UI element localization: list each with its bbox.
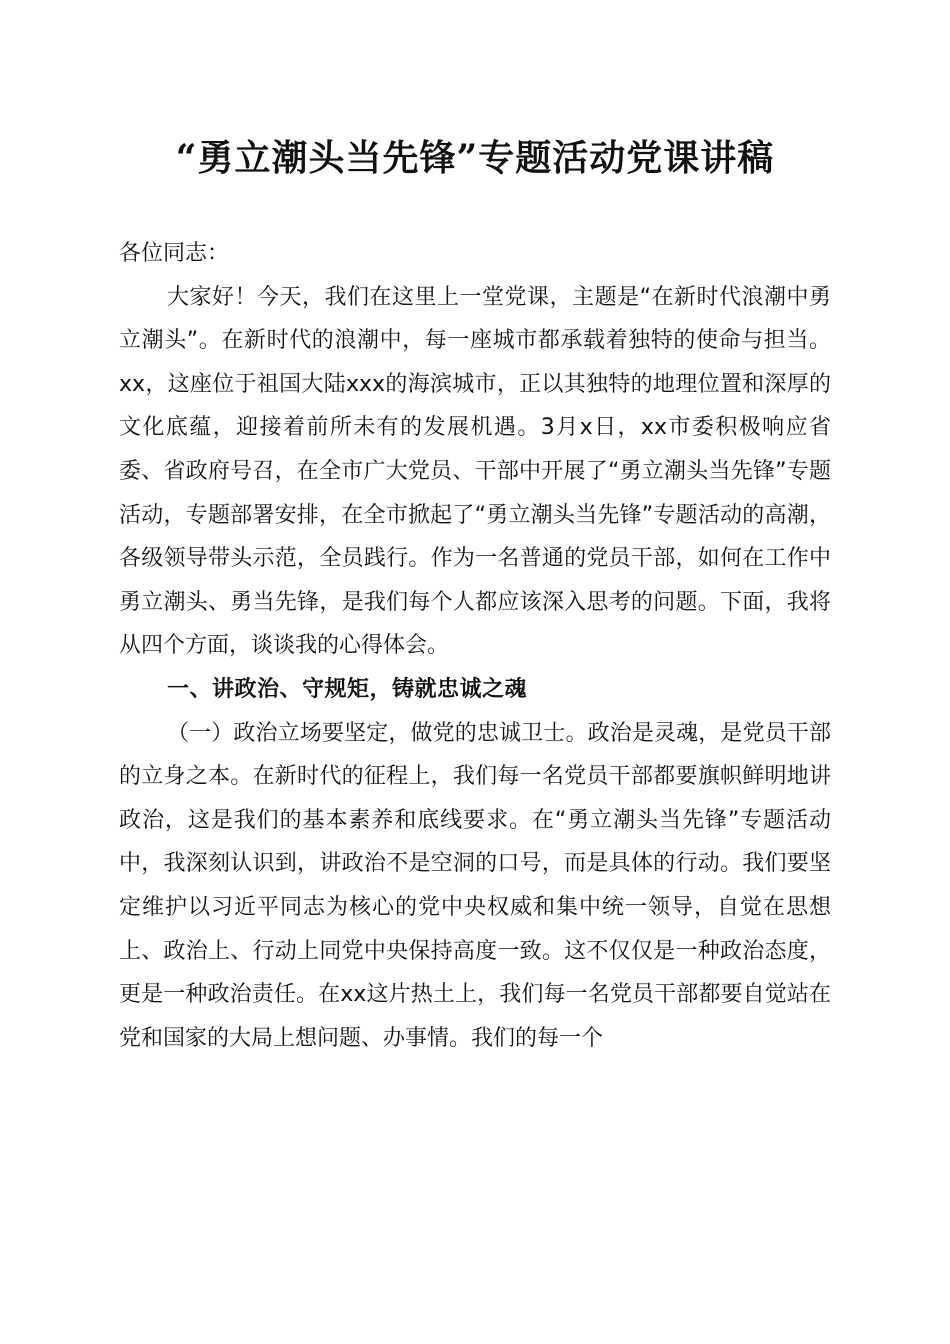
salutation: 各位同志： bbox=[119, 241, 230, 266]
intro-paragraph: 大家好！今天，我们在这里上一堂党课，主题是“在新时代浪潮中勇立潮头”。在新时代的浪潮中，每一座城市都承载着独特的使命与担当。xx，这座位于祖国大陆xxx的海滨城市，正以其独特的地理位置和深厚的文化底蕴，迎接着前所未有的发展机遇。3月x日，xx市委积极响应省委、省政府号召，在全市广大党员、干部中开展了“勇立潮头当先锋”专题活动，专题部署安排，在全市掀起了“勇立潮头当先锋”专题活动的高潮，各级领导带头示范，全员践行。作为一名普通的党员干部，如何在工作中勇立潮头、勇当先锋，是我们每个人都应该深入思考的问题。下面，我将从四个方面，谈谈我的心得体会。 bbox=[119, 284, 831, 659]
section-heading-1: 一、讲政治、守规矩，铸就忠诚之魂 bbox=[167, 676, 528, 702]
document-body bbox=[119, 232, 831, 1060]
section-1-paragraph-1: （一）政治立场要坚定，做党的忠诚卫士。政治是灵魂，是党员干部的立身之本。在新时代的征程上，我们每一名党员干部都要旗帜鲜明地讲政治，这是我们的基本素养和底线要求。在“勇立潮头当先锋”专题活动中，我深刻认识到，讲政治不是空洞的口号，而是具体的行动。我们要坚定维护以习近平同志为核心的党中央权威和集中统一领导，自觉在思想上、政治上、行动上同党中央保持高度一致。这不仅仅是一种政治态度，更是一种政治责任。在xx这片热土上，我们每一名党员干部都要自觉站在党和国家的大局上想问题、办事情。我们的每一个 bbox=[119, 720, 831, 1051]
document-title: “勇立潮头当先锋”专题活动党课讲稿 bbox=[175, 137, 775, 179]
